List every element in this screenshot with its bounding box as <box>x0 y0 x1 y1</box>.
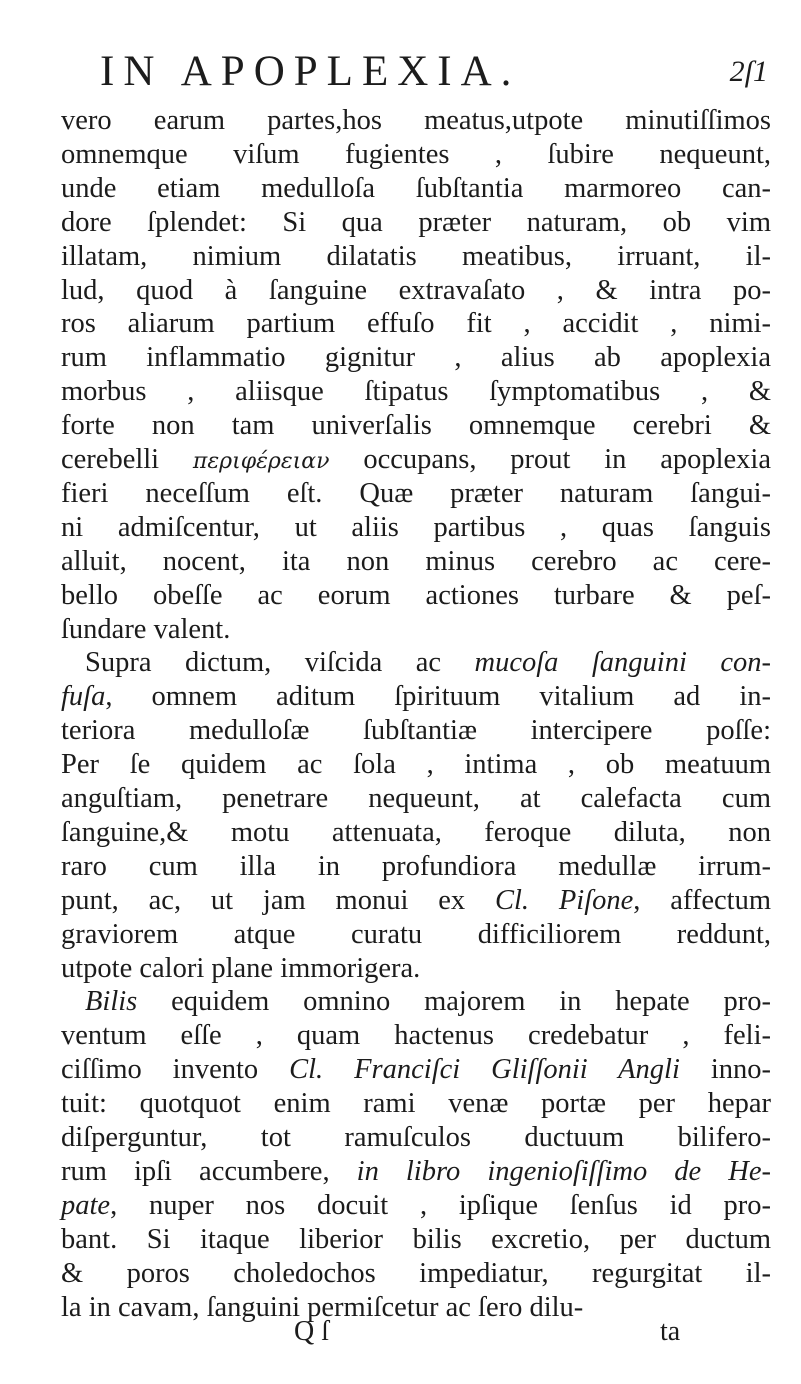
text-line <box>61 1256 771 1291</box>
text-line <box>61 679 771 714</box>
text-run: ſundare valent. <box>61 613 231 645</box>
italic-run: mucoſa ſanguini con- <box>474 647 772 679</box>
body-text <box>61 103 771 1323</box>
signature-mark: Q ſ <box>294 1316 329 1347</box>
text-line <box>61 883 771 918</box>
page-number: 2ſ1 <box>729 55 768 88</box>
text-run: & poros choledochos impediatur, regurgitat il- <box>61 1257 771 1289</box>
text-run: inno- <box>679 1054 771 1086</box>
text-run: dore ſplendet: Si qua præter naturam, ob vim <box>61 206 771 238</box>
text-run: ni admiſcentur, ut aliis partibus , quas ſanguis <box>61 511 771 543</box>
text-line <box>61 951 771 986</box>
text-line <box>61 273 771 308</box>
italic-run: Bilis <box>85 986 138 1018</box>
text-line <box>61 1188 771 1223</box>
running-head: IN APOPLEXIA. <box>100 48 521 95</box>
text-line <box>61 1052 771 1087</box>
text-run: cerebelli <box>61 444 193 475</box>
text-line <box>61 612 771 647</box>
text-line <box>61 340 771 375</box>
text-line <box>61 374 771 409</box>
text-run: morbus , aliisque ſtipatus ſymptomatibus , & <box>61 376 771 408</box>
text-line <box>61 781 771 816</box>
text-line <box>61 442 771 477</box>
text-line <box>61 815 771 850</box>
italic-run: pate <box>61 1189 111 1221</box>
text-line <box>61 510 771 545</box>
text-line <box>61 171 771 206</box>
text-run: teriora medulloſæ ſubſtantiæ intercipere poſſe: <box>61 715 771 747</box>
text-line <box>61 476 771 511</box>
text-run: raro cum illa in profundiora medullæ irrum- <box>61 850 771 882</box>
text-line <box>61 645 771 680</box>
text-run: Per ſe quidem ac ſola , intima , ob meatuum <box>61 749 771 781</box>
text-run: anguſtiam, penetrare nequeunt, at calefacta cum <box>61 783 771 814</box>
text-line <box>61 408 771 443</box>
catchword: ta <box>660 1316 681 1347</box>
text-run: graviorem atque curatu difficiliorem reddunt, <box>61 918 771 950</box>
text-run: illatam, nimium dilatatis meatibus, irruant, il- <box>61 240 771 272</box>
text-run: fieri neceſſum eſt. Quæ præter naturam ſangui- <box>61 477 771 509</box>
text-run: , omnem aditum ſpirituum vitalium ad in- <box>105 681 771 713</box>
text-run: lud, quod à ſanguine extravaſato , & intra po- <box>61 274 771 306</box>
text-run: equidem omnino majorem in hepate pro- <box>137 986 771 1018</box>
italic-run: in libro ingenioſiſſimo de He- <box>356 1155 771 1187</box>
text-run: bello obeſſe ac eorum actiones turbare & peſ- <box>61 579 771 611</box>
text-line <box>61 1120 771 1155</box>
text-run: ſanguine,& motu attenuata, feroque diluta, non <box>61 816 771 848</box>
text-line <box>61 544 771 579</box>
text-line <box>61 103 771 138</box>
text-line <box>61 1154 771 1189</box>
text-run: Supra dictum, viſcida ac <box>85 647 475 679</box>
text-run: rum inflammatio gignitur , alius ab apoplexia <box>61 342 771 374</box>
text-line <box>61 205 771 240</box>
text-run: , nuper nos docuit , ipſique ſenſus id pro- <box>110 1189 771 1221</box>
page-footer <box>60 1312 760 1352</box>
text-run: occupans, prout in apoplexia <box>329 444 771 475</box>
text-run: la in cavam, ſanguini permiſcetur ac ſero dilu- <box>61 1291 584 1323</box>
text-line <box>61 917 771 952</box>
text-run: omnemque viſum fugientes , ſubire nequeunt, <box>61 138 771 170</box>
text-run: ciſſimo invento <box>61 1054 290 1086</box>
greek-word: περιφέρειαν <box>192 449 330 474</box>
text-run: ventum eſſe , quam hactenus credebatur , feli- <box>61 1020 771 1052</box>
text-run: forte non tam univerſalis omnemque cerebri & <box>61 410 771 442</box>
text-line <box>61 1086 771 1121</box>
text-run: tuit: quotquot enim rami venæ portæ per hepar <box>61 1088 771 1120</box>
text-run: utpote calori plane immorigera. <box>61 952 421 984</box>
text-line <box>61 578 771 613</box>
italic-run: fuſa <box>61 681 106 713</box>
text-line <box>61 747 771 782</box>
text-run: diſperguntur, tot ramuſculos ductuum bilifero- <box>61 1122 771 1153</box>
text-run: vero earum partes,hos meatus,utpote minutiſſimos <box>61 105 771 136</box>
text-run: unde etiam medulloſa ſubſtantia marmoreo can- <box>61 172 771 204</box>
text-line <box>61 849 771 884</box>
text-run: punt, ac, ut jam monui ex <box>61 884 495 916</box>
text-line <box>61 984 771 1019</box>
text-line <box>61 239 771 274</box>
text-line <box>61 713 771 748</box>
text-line <box>61 306 771 341</box>
text-line <box>61 1222 771 1257</box>
text-line <box>61 1018 771 1053</box>
text-run: rum ipſi accumbere, <box>61 1155 357 1187</box>
page-header <box>100 42 780 102</box>
text-run: bant. Si itaque liberior bilis excretio, per ductum <box>61 1223 771 1255</box>
text-run: ros aliarum partium effuſo fit , accidit , nimi- <box>61 308 771 340</box>
italic-run: Cl. Franciſci Gliſſonii Angli <box>289 1054 680 1086</box>
text-run: , affectum <box>633 884 772 916</box>
italic-run: Cl. Piſone <box>494 884 634 916</box>
text-line <box>61 137 771 172</box>
text-run: alluit, nocent, ita non minus cerebro ac cere- <box>61 545 771 577</box>
